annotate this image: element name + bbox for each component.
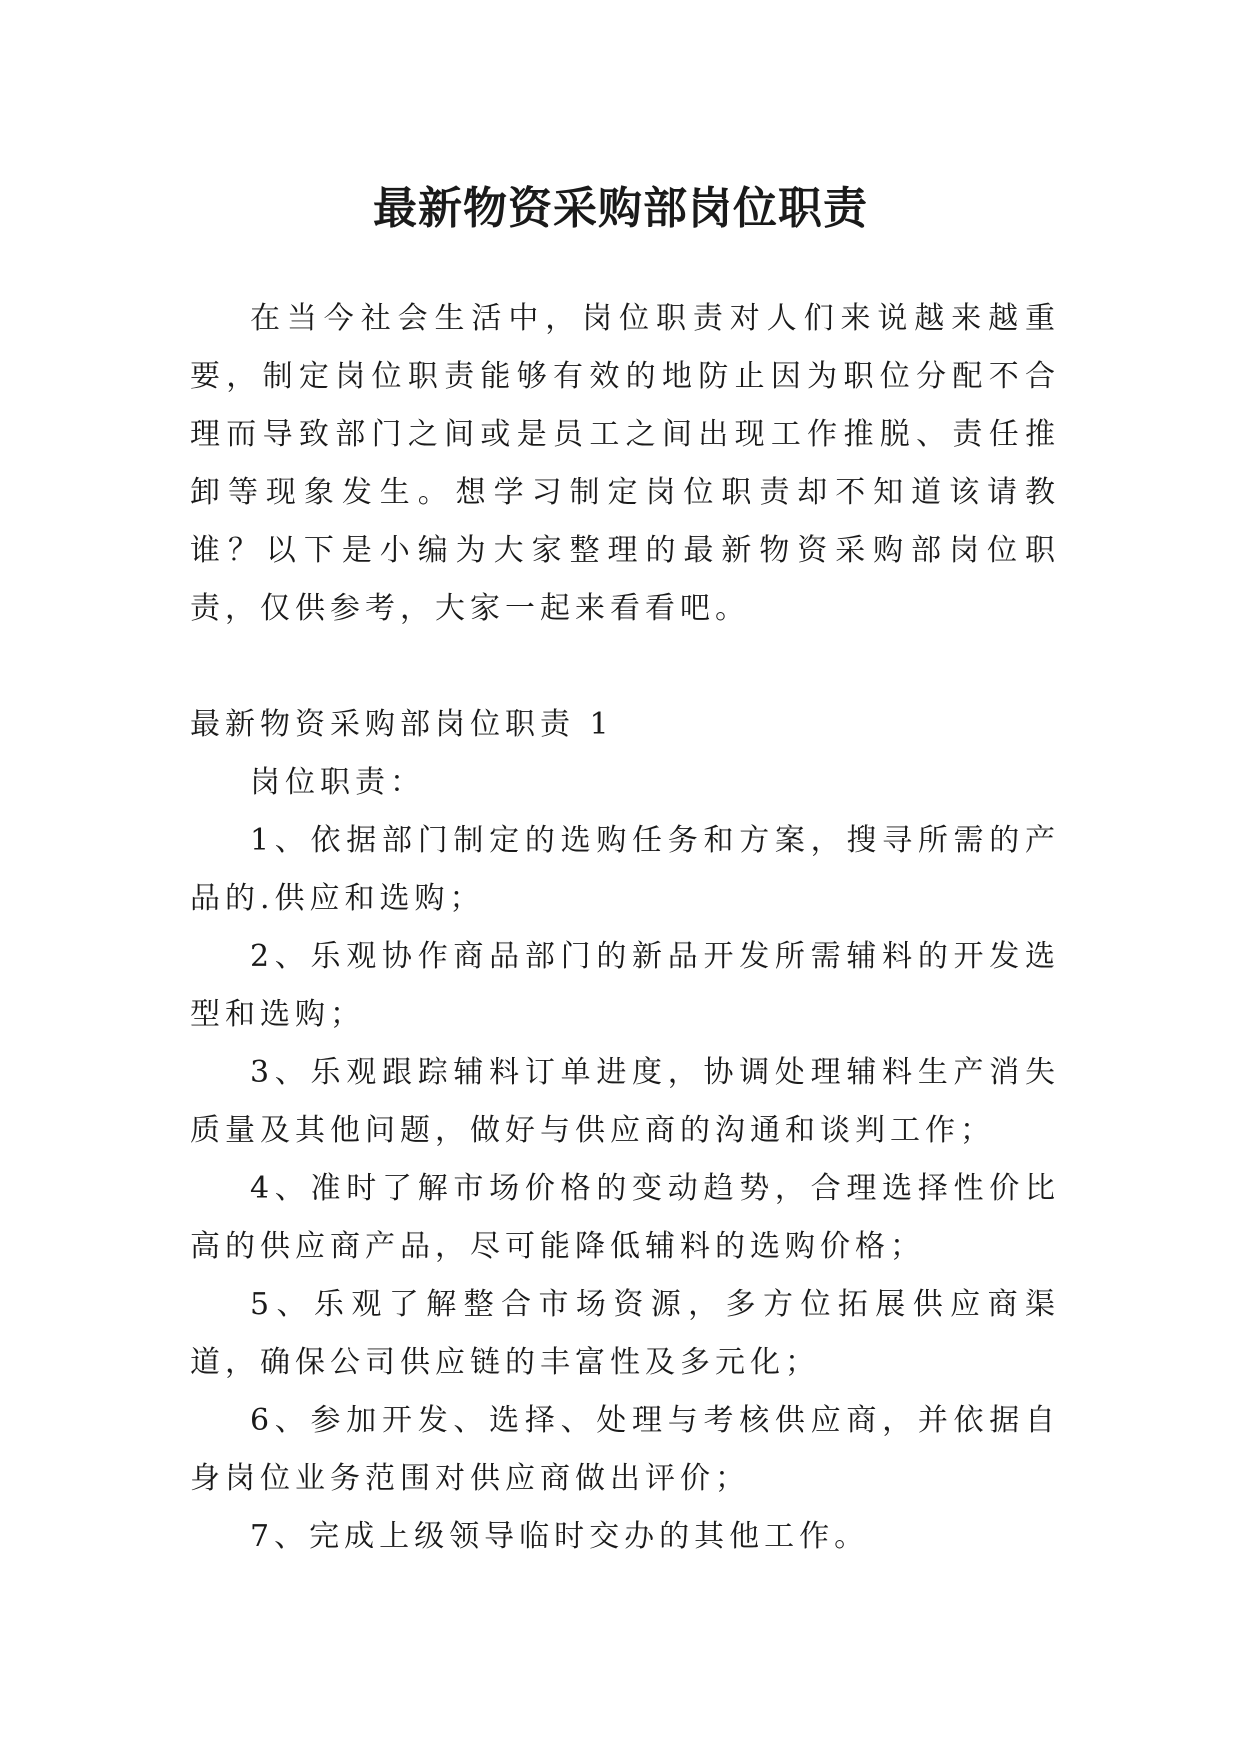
duty-item: 6、参加开发、选择、处理与考核供应商，并依据自身岗位业务范围对供应商做出评价；	[190, 1403, 1060, 1496]
duty-item: 1、依据部门制定的选购任务和方案，搜寻所需的产品的.供应和选购；	[190, 823, 1060, 916]
duties-section	[190, 696, 1060, 1566]
section-heading: 最新物资采购部岗位职责 1	[190, 707, 614, 742]
duty-item: 7、完成上级领导临时交办的其他工作。	[250, 1519, 870, 1554]
duty-item: 4、准时了解市场价格的变动趋势，合理选择性价比高的供应商产品，尽可能降低辅料的选购价格；	[190, 1171, 1060, 1264]
document-title: 最新物资采购部岗位职责	[373, 183, 868, 235]
duty-item: 5、乐观了解整合市场资源，多方位拓展供应商渠道，确保公司供应链的丰富性及多元化；	[190, 1287, 1060, 1380]
duty-item: 3、乐观跟踪辅料订单进度，协调处理辅料生产消失质量及其他问题，做好与供应商的沟通和谈判工作；	[190, 1055, 1060, 1148]
duties-label: 岗位职责：	[250, 765, 425, 800]
duty-item: 2、乐观协作商品部门的新品开发所需辅料的开发选型和选购；	[190, 939, 1060, 1032]
intro-paragraph: 在当今社会生活中，岗位职责对人们来说越来越重要，制定岗位职责能够有效的地防止因为职位分配不合理而导致部门之间或是员工之间出现工作推脱、责任推卸等现象发生。想学习制定岗位职责却不知道该请教谁？以下是小编为大家整理的最新物资采购部岗位职责，仅供参考，大家一起来看看吧。	[190, 301, 1060, 626]
